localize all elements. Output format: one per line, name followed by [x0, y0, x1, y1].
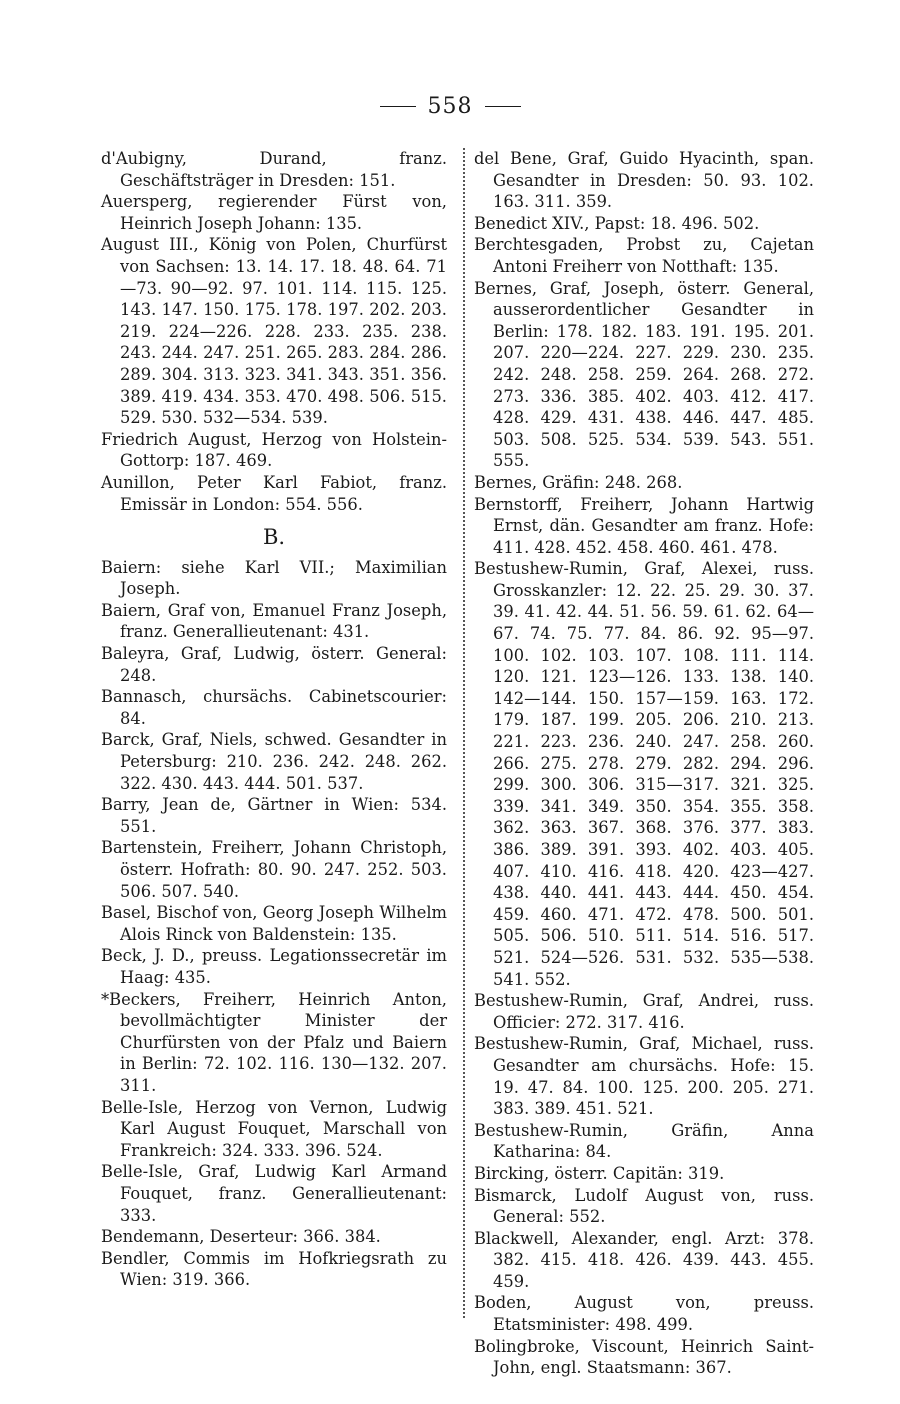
index-entry: Bestushew-Rumin, Graf, Alexei, russ. Grosskanzler: 12. 22. 25. 29. 30. 37. 39. 41. 42. 44. 51. 56. 59. 61. 62. 64—67. 74. 75. 77. 84. 86. 92. 95—97. 100. 102. 103. 107. 108. 111. 114. 120. 121. 123—126. 133. 138. 140. 142—144. 150. 157—159. 163. 172. 179. 187. 199. 205. 206. 210. 213. 221. 223. 236. 240. 247. 258. 260. 266. 275. 278. 279. 282. 294. 296. 299. 300. 306. 315—317. 321. 325. 339. 341. 349. 350. 354. 355. 358. 362. 363. 367. 368. 376. 377. 383. 386. 389. 391. 393. 402. 403. 405. 407. 410. 416. 418. 420. 423—427. 438. 440. 441. 443. 444. 450. 454. 459. 460. 471. 472. 478. 500. 501. 505. 506. 510. 511. 514. 516. 517. 521. 524—526. 531. 532. 535—538. 541. 552.	[474, 559, 814, 989]
index-entry: Friedrich August, Herzog von Holstein-Gottorp: 187. 469.	[101, 429, 447, 471]
index-entry: Bismarck, Ludolf August von, russ. General: 552.	[474, 1185, 814, 1227]
header-dash-right	[485, 106, 521, 107]
index-entry: Baiern, Graf von, Emanuel Franz Joseph, franz. Generallieutenant: 431.	[101, 600, 447, 642]
section-letter-heading: B.	[262, 525, 286, 550]
index-entry: Belle-Isle, Graf, Ludwig Karl Armand Fouquet, franz. Generallieutenant: 333.	[101, 1162, 447, 1225]
index-entry: *Beckers, Freiherr, Heinrich Anton, bevollmächtigter Minister der Churfürsten von der Pfalz und Baiern in Berlin: 72. 102. 116. 130—132. 207. 311.	[101, 989, 447, 1095]
index-entry: del Bene, Graf, Guido Hyacinth, span. Gesandter in Dresden: 50. 93. 102. 163. 311. 359.	[474, 149, 814, 212]
index-entry: Bannasch, chursächs. Cabinetscourier: 84.	[101, 687, 447, 728]
index-entry: Bircking, österr. Capitän: 319.	[474, 1163, 725, 1183]
index-entry: Bernes, Graf, Joseph, österr. General, ausserordentlicher Gesandter in Berlin: 178. 182. 183. 191. 195. 201. 207. 220—224. 227. 229. 230. 235. 242. 248. 258. 259. 264. 268. 272. 273. 336. 385. 402. 403. 412. 417. 428. 429. 431. 438. 446. 447. 485. 503. 508. 525. 534. 539. 543. 551. 555.	[474, 278, 814, 471]
index-entry: Basel, Bischof von, Georg Joseph Wilhelm Alois Rinck von Baldenstein: 135.	[101, 903, 447, 944]
index-entry: d'Aubigny, Durand, franz. Geschäftsträger in Dresden: 151.	[101, 149, 447, 190]
index-entry: Belle-Isle, Herzog von Vernon, Ludwig Karl August Fouquet, Marschall von Frankreich: 324. 333. 396. 524.	[101, 1097, 447, 1160]
index-entry: Auersperg, regierender Fürst von, Heinrich Joseph Johann: 135.	[101, 192, 447, 233]
index-entry: Bendler, Commis im Hofkriegsrath zu Wien: 319. 366.	[101, 1248, 447, 1290]
index-entry: Bendemann, Deserteur: 366. 384.	[101, 1227, 381, 1247]
index-entry: Baiern: siehe Karl VII.; Maximilian Joseph.	[101, 557, 447, 599]
index-entry: Boden, August von, preuss. Etatsminister: 498. 499.	[474, 1293, 814, 1335]
right-column	[474, 148, 814, 1379]
index-entry: Bartenstein, Freiherr, Johann Christoph, österr. Hofrath: 80. 90. 247. 252. 503. 506. 507. 540.	[101, 838, 447, 901]
page-number: 558	[427, 94, 473, 119]
index-entry: Bestushew-Rumin, Graf, Andrei, russ. Officier: 272. 317. 416.	[474, 991, 814, 1032]
index-entry: Bernstorff, Freiherr, Johann Hartwig Ernst, dän. Gesandter am franz. Hofe: 411. 428. 452. 458. 460. 461. 478.	[474, 494, 814, 557]
header-dash-left	[380, 106, 416, 107]
index-entry: Barck, Graf, Niels, schwed. Gesandter in Petersburg: 210. 236. 242. 248. 262. 322. 430. 443. 444. 501. 537.	[101, 730, 447, 793]
index-entry: Baleyra, Graf, Ludwig, österr. General: 248.	[101, 644, 447, 685]
index-entry: Blackwell, Alexander, engl. Arzt: 378. 382. 415. 418. 426. 439. 443. 455. 459.	[474, 1228, 814, 1291]
index-entry: Berchtesgaden, Probst zu, Cajetan Antoni Freiherr von Notthaft: 135.	[474, 235, 814, 276]
index-entry: Beck, J. D., preuss. Legationssecretär im Haag: 435.	[101, 946, 447, 987]
index-entry: Bernes, Gräfin: 248. 268.	[474, 472, 683, 492]
index-entry: Barry, Jean de, Gärtner in Wien: 534. 551.	[101, 795, 447, 836]
page-header	[0, 94, 900, 119]
left-column	[101, 148, 447, 1291]
index-entry: Aunillon, Peter Karl Fabiot, franz. Emissär in London: 554. 556.	[101, 472, 447, 514]
index-entry: Benedict XIV., Papst: 18. 496. 502.	[474, 213, 760, 233]
index-entry: Bestushew-Rumin, Graf, Michael, russ. Gesandter am chursächs. Hofe: 15. 19. 47. 84. 100. 125. 200. 205. 271. 383. 389. 451. 521.	[474, 1034, 814, 1119]
index-entry: August III., König von Polen, Churfürst von Sachsen: 13. 14. 17. 18. 48. 64. 71—73. 90—92. 97. 101. 114. 115. 125. 143. 147. 150. 175. 178. 197. 202. 203. 219. 224—226. 228. 233. 235. 238. 243. 244. 247. 251. 265. 283. 284. 286. 289. 304. 313. 323. 341. 343. 351. 356. 389. 419. 434. 353. 470. 498. 506. 515. 529. 530. 532—534. 539.	[101, 235, 447, 428]
index-entry: Bolingbroke, Viscount, Heinrich Saint-John, engl. Staatsmann: 367.	[474, 1336, 814, 1378]
index-entry: Bestushew-Rumin, Gräfin, Anna Katharina: 84.	[474, 1120, 814, 1162]
column-divider	[463, 148, 465, 1318]
